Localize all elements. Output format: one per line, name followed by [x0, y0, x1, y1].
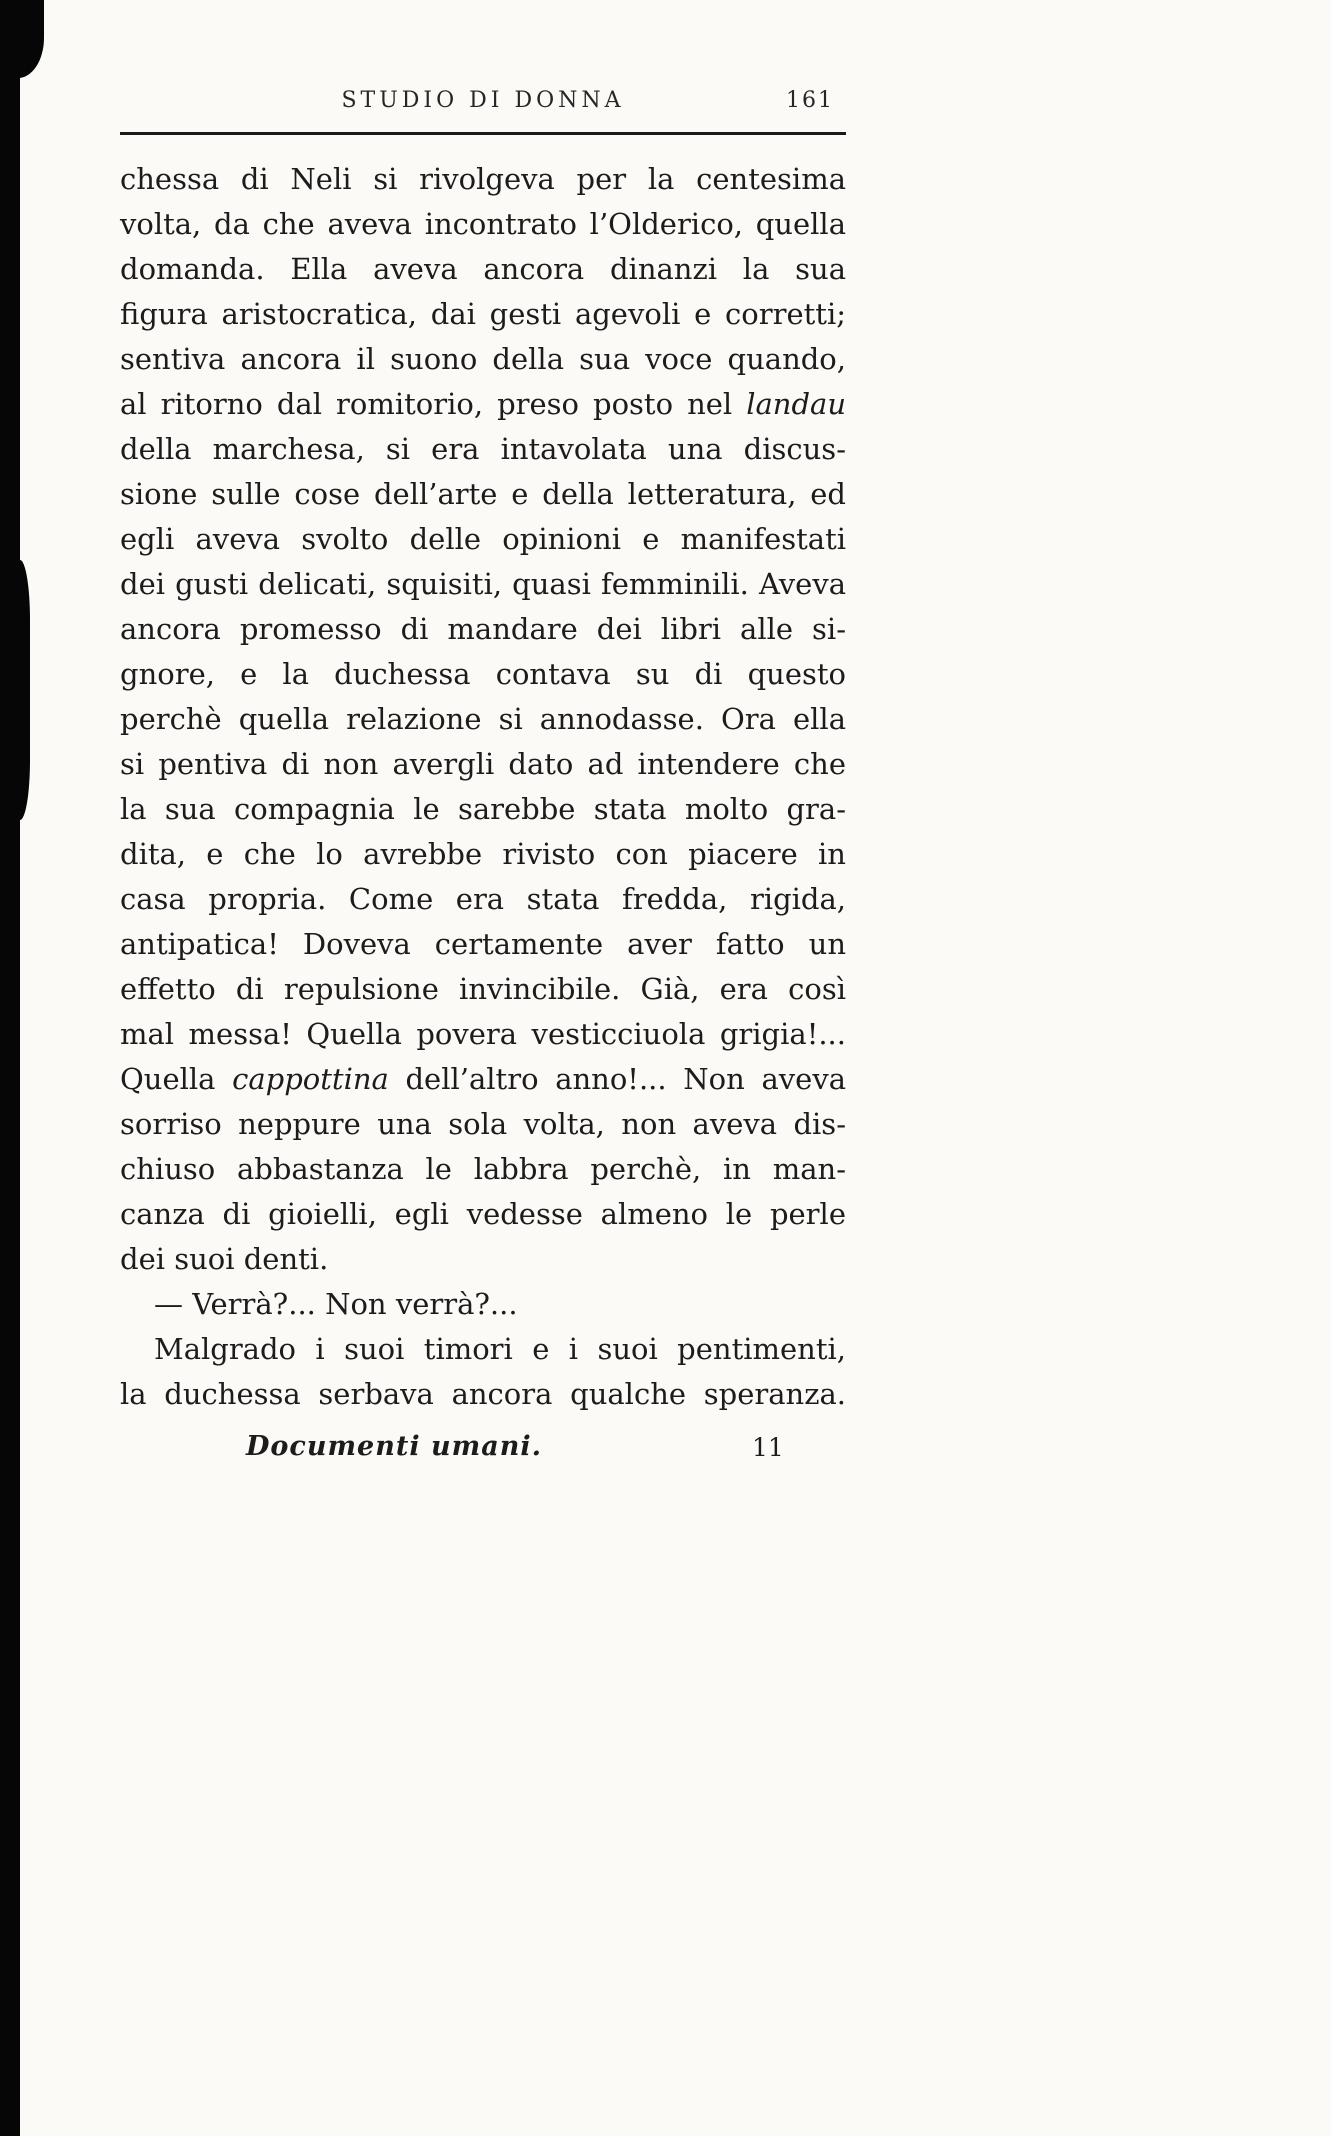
text-line [120, 787, 846, 832]
scan-corner-artifact [0, 0, 44, 78]
text-line [120, 1282, 846, 1327]
text-segment: antipatica! Doveva certamente aver fatto un [120, 927, 846, 961]
text-line [120, 742, 846, 787]
text-line [120, 517, 846, 562]
book-page [120, 88, 846, 1475]
text-segment: mal messa! Quella povera vesticciuola grigia!... [120, 1017, 846, 1051]
text-segment: la duchessa serbava ancora qualche speranza. [120, 1377, 846, 1411]
header-rule [120, 132, 846, 135]
text-line [120, 337, 846, 382]
text-line [120, 1327, 846, 1372]
text-segment: Quella [120, 1062, 233, 1096]
running-header-title: STUDIO DI DONNA [341, 88, 625, 113]
text-segment: ancora promesso di mandare dei libri alle si- [120, 612, 846, 646]
text-line [120, 292, 846, 337]
text-segment: al ritorno dal romitorio, preso posto nel [120, 387, 747, 421]
text-segment: egli aveva svolto delle opinioni e manifestati [120, 522, 846, 556]
text-line [120, 1192, 846, 1237]
text-segment: effetto di repulsione invincibile. Già, era così [120, 972, 846, 1006]
text-line [120, 1372, 846, 1417]
text-segment: chiuso abbastanza le labbra perchè, in man- [120, 1152, 846, 1186]
running-header [120, 88, 846, 122]
page-footer [120, 1431, 846, 1475]
italic-text: landau [746, 387, 846, 421]
text-line [120, 922, 846, 967]
text-segment: — Verrà?... Non verrà?... [154, 1287, 518, 1321]
body-text [120, 157, 846, 1417]
scan-edge-artifact [0, 0, 20, 2136]
text-line [120, 967, 846, 1012]
text-segment: figura aristocratica, dai gesti agevoli e corretti; [120, 297, 846, 331]
text-line [120, 472, 846, 517]
text-line [120, 607, 846, 652]
text-line [120, 697, 846, 742]
scan-edge-blot-artifact [0, 560, 30, 820]
text-line [120, 1147, 846, 1192]
text-line [120, 652, 846, 697]
text-segment: gnore, e la duchessa contava su di questo [120, 657, 846, 691]
text-segment: si pentiva di non avergli dato ad intendere che [120, 747, 846, 781]
text-line [120, 832, 846, 877]
text-segment: Malgrado i suoi timori e i suoi pentimenti, [154, 1332, 846, 1366]
text-segment: della marchesa, si era intavolata una discus- [120, 432, 846, 466]
text-line [120, 1057, 846, 1102]
text-segment: dei gusti delicati, squisiti, quasi femminili. Aveva [120, 567, 846, 601]
text-segment: sione sulle cose dell’arte e della letteratura, ed [120, 477, 846, 511]
text-segment: perchè quella relazione si annodasse. Ora ella [120, 702, 846, 736]
text-segment: dell’altro anno!... Non aveva [388, 1062, 847, 1096]
text-segment: volta, da che aveva incontrato l’Olderico, quella [120, 207, 846, 241]
text-line [120, 1237, 846, 1282]
signature-number: 11 [752, 1433, 784, 1462]
text-segment: chessa di Neli si rivolgeva per la centesima [120, 162, 846, 196]
text-line [120, 1012, 846, 1057]
text-line [120, 382, 846, 427]
text-line [120, 202, 846, 247]
text-line [120, 157, 846, 202]
text-line [120, 877, 846, 922]
text-line [120, 427, 846, 472]
text-line [120, 247, 846, 292]
text-segment: sorriso neppure una sola volta, non aveva dis- [120, 1107, 846, 1141]
text-segment: casa propria. Come era stata fredda, rigida, [120, 882, 846, 916]
series-title: Documenti umani. [246, 1431, 542, 1462]
text-segment: dei suoi denti. [120, 1242, 329, 1276]
text-line [120, 562, 846, 607]
text-line [120, 1102, 846, 1147]
text-segment: dita, e che lo avrebbe rivisto con piacere in [120, 837, 846, 871]
text-segment: sentiva ancora il suono della sua voce quando, [120, 342, 846, 376]
text-segment: domanda. Ella aveva ancora dinanzi la sua [120, 252, 846, 286]
text-segment: canza di gioielli, egli vedesse almeno le perle [120, 1197, 846, 1231]
text-segment: la sua compagnia le sarebbe stata molto gra- [120, 792, 846, 826]
page-number: 161 [786, 88, 834, 113]
italic-text: cappottina [232, 1062, 389, 1096]
